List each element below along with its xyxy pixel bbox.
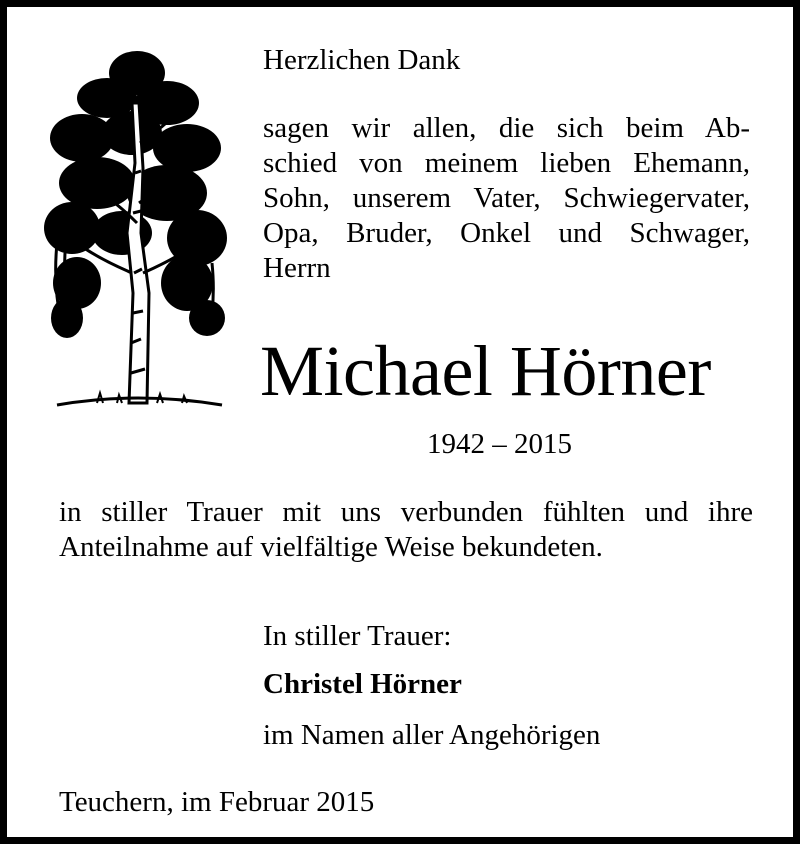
- thanks-heading: Herzlichen Dank: [263, 44, 461, 76]
- life-years: 1942 – 2015: [427, 428, 572, 460]
- place-date: Teuchern, im Februar 2015: [59, 786, 375, 818]
- gratitude-paragraph: [59, 495, 753, 565]
- paragraph-line: in stiller Trauer mit uns verbunden fühlten und ihre: [59, 496, 753, 528]
- family-note: im Namen aller Angehörigen: [263, 719, 601, 751]
- intro-text: [263, 111, 750, 286]
- deceased-name: Michael Hörner: [260, 331, 711, 411]
- birch-tree-icon: [37, 43, 233, 419]
- intro-line: Opa, Bruder, Onkel und Schwager,: [263, 217, 750, 249]
- intro-line: schied von meinem lieben Ehemann,: [263, 147, 750, 179]
- intro-line: Herrn: [263, 252, 331, 284]
- intro-line: Sohn, unserem Vater, Schwiegervater,: [263, 182, 750, 214]
- paragraph-line: Anteilnahme auf vielfältige Weise bekundeten.: [59, 531, 603, 563]
- mourning-label: In stiller Trauer:: [263, 620, 452, 652]
- intro-line: sagen wir allen, die sich beim Ab-: [263, 112, 750, 144]
- mourner-name: Christel Hörner: [263, 668, 462, 700]
